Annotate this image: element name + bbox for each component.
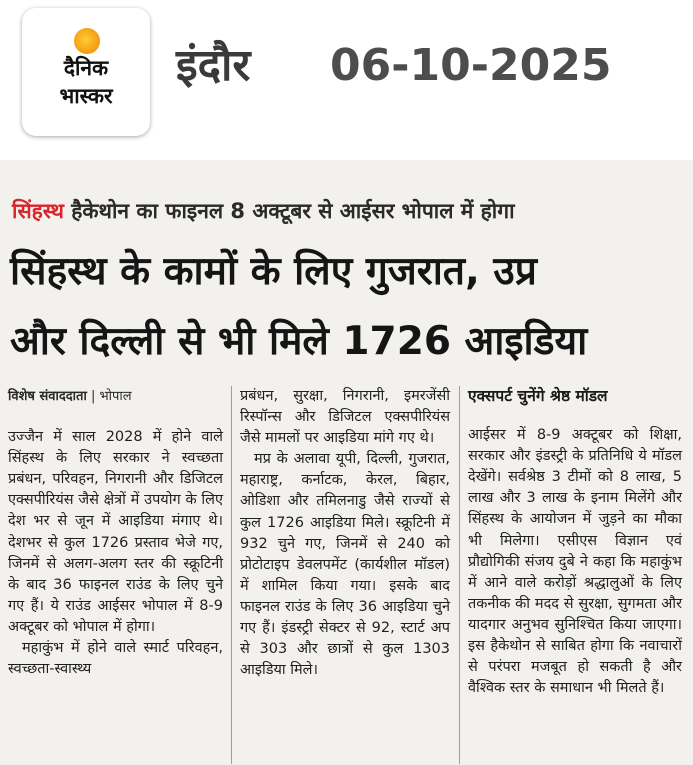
- kicker-text: हैकेथोन का फाइनल 8 अक्टूबर से आईसर भोपाल में होगा: [71, 199, 515, 223]
- byline-name: विशेष संवाददाता: [8, 389, 87, 404]
- body-paragraph: प्रबंधन, सुरक्षा, निगरानी, इमरजेंसी रिस्पॉन्स और डिजिटल एक्सपीरियंस जैसे मामलों पर आइडिया मांगे गए थे।: [240, 388, 450, 447]
- column-subheading: एक्सपर्ट चुनेंगे श्रेष्ठ मॉडल: [468, 387, 608, 405]
- kicker-tag: सिंहस्थ: [12, 199, 64, 223]
- body-paragraph: उज्जैन में साल 2028 में होने वाले सिंहस्थ के लिए सरकार ने स्वच्छता प्रबंधन, परिवहन, निगरानी और डिजिटल एक्सपीरियंस जैसे क्षेत्रों में उपयोग के लिए देश भर से जून में आइडिया मंगाए थे। देशभर से कुल 1726 प्रस्ताव भेजे गए, जिनमें से अलग-अलग स्तर की स्क्रूटिनी के बाद 36 फाइनल राउंड के लिए चुने गए हैं। ये राउंड आईसर भोपाल में 8-9 अक्टूबर को भोपाल में होगा।: [8, 429, 223, 635]
- edition-date: 06-10-2025: [330, 40, 612, 91]
- column-divider: [459, 386, 460, 764]
- dainik-bhaskar-logo: [22, 8, 150, 136]
- edition-city: इंदौर: [176, 40, 251, 91]
- headline-line-1: सिंहस्थ के कामों के लिए गुजरात, उप्र: [10, 249, 537, 294]
- body-paragraph: मप्र के अलावा यूपी, दिल्ली, गुजरात, महाराष्ट्र, कर्नाटक, केरल, बिहार, ओडिशा और तमिलनाडु जैसे राज्यों से कुल 1726 आइडिया मिले। स्क्रूटिनी में 932 चुने गए, जिनमें से 240 को प्रोटोटाइप डेवलपमेंट (कार्यशील मॉडल) में शामिल किया गया। इसके बाद फाइनल राउंड के लिए 36 आइडिया चुने गए हैं। इंडस्ट्री सेक्टर से 92, स्टार्ट अप से 303 और छात्रों से कुल 1303 आइडिया मिले।: [240, 451, 450, 679]
- body-paragraph: आईसर में 8-9 अक्टूबर को शिक्षा, सरकार और इंडस्ट्री के प्रतिनिधि ये मॉडल देखेंगे। सर्वश्रेष्ठ 3 टीमों को 8 लाख, 5 लाख और 3 लाख के इनाम मिलेंगे और सिंहस्थ के आयोजन में जुड़ने का मौका भी मिलेगा। एसीएस विज्ञान एवं प्रौद्योगिकी संजय दुबे ने कहा कि महाकुंभ में आने वाले करोड़ों श्रद्धालुओं के लिए तकनीक की मदद से सुरक्षा, सुगमता और यादगार अनुभव सुनिश्चित किया जाएगा। इस हैकेथोन से साबित होगा कि नवाचारों से परंपरा मजबूत हो सकती है और वैश्विक स्तर के समाधान भी मिलते हैं।: [468, 427, 682, 697]
- byline-place: भोपाल: [99, 389, 132, 404]
- body-paragraph: महाकुंभ में होने वाले स्मार्ट परिवहन, स्वच्छता-स्वास्थ्य: [8, 640, 223, 678]
- article-column-1: [8, 386, 223, 680]
- headline-line-2: और दिल्ली से भी मिले 1726 आइडिया: [10, 319, 588, 364]
- logo-text-line2: भास्कर: [59, 84, 113, 108]
- byline: विशेष संवाददाता | भोपाल: [8, 389, 132, 404]
- column-divider: [231, 386, 232, 764]
- page-header: [0, 0, 693, 160]
- article-kicker: [12, 196, 515, 226]
- article-column-2: [240, 386, 450, 681]
- article-column-3: [468, 386, 682, 699]
- sun-icon: [74, 28, 100, 54]
- logo-text-line1: दैनिक: [63, 56, 109, 80]
